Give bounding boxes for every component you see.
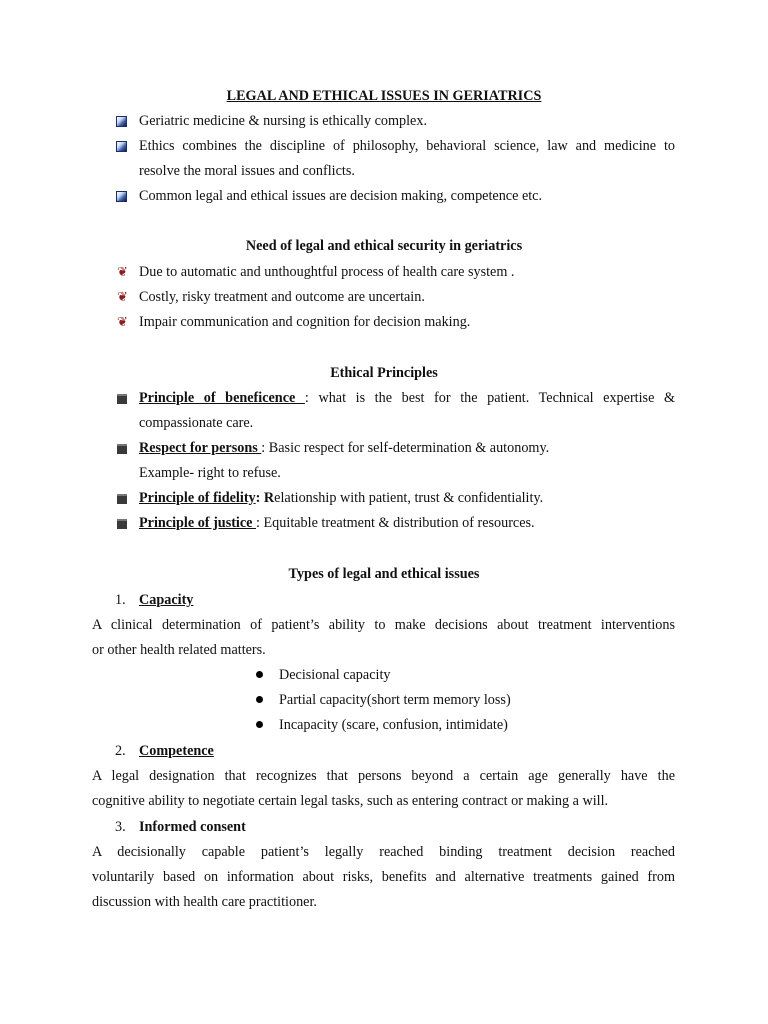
need-bullet-2: Costly, risky treatment and outcome are uncertain. [139,289,425,305]
competence-number: 2. [115,743,126,759]
block-bullet-icon [117,519,127,529]
principle-label: Principle of beneficence [139,390,305,406]
principle-justice [139,514,535,532]
competence-text-2: cognitive ability to negotiate certain legal tasks, such as entering contract or making a will. [92,793,609,809]
intro-bullet-2-cont: resolve the moral issues and conflicts. [139,163,355,179]
principle-beneficence [139,389,675,407]
consent-text-2: voluntarily based on information about risks, benefits and alternative treatments gained from [92,869,675,885]
capacity-sub-2: Partial capacity(short term memory loss) [279,692,511,708]
dot-bullet-icon [256,671,263,678]
principle-text: : what is the best for the patient. Technical expertise & [304,390,675,406]
principle-respect [139,439,549,457]
consent-text-3: discussion with health care practitioner. [92,894,317,910]
flower-bullet-icon: ❦ [117,289,128,304]
intro-bullet-1: Geriatric medicine & nursing is ethically complex. [139,113,427,129]
intro-bullet-2: Ethics combines the discipline of philosophy, behavioral science, law and medicine to [139,138,675,154]
competence-text-1: A legal designation that recognizes that persons beyond a certain age generally have the [92,768,675,784]
flower-bullet-icon: ❦ [117,314,128,329]
capacity-text-1: A clinical determination of patient’s ability to make decisions about treatment interventions [92,617,675,633]
flower-bullet-icon: ❦ [117,264,128,279]
principle-colon: : R [255,490,275,506]
competence-heading: Competence [139,743,214,759]
square-bullet-icon [116,191,127,202]
square-bullet-icon [116,116,127,127]
capacity-heading: Capacity [139,592,194,608]
dot-bullet-icon [256,696,263,703]
principle-text: : Basic respect for self-determination & autonomy. [261,440,550,456]
principles-heading: Ethical Principles [330,365,438,381]
consent-text-1: A decisionally capable patient’s legally reached binding treatment decision reached [92,844,675,860]
principle-label: Principle of fidelity [139,490,256,506]
principle-label: Principle of justice [139,515,257,531]
principle-fidelity [139,489,543,507]
need-bullet-1: Due to automatic and unthoughtful process of health care system . [139,264,515,280]
principle-text: : Equitable treatment & distribution of resources. [256,515,535,531]
consent-heading: Informed consent [139,819,246,835]
capacity-sub-1: Decisional capacity [279,667,391,683]
principle-label: Respect for persons [139,440,262,456]
capacity-sub-3: Incapacity (scare, confusion, intimidate) [279,717,508,733]
document-title: LEGAL AND ETHICAL ISSUES IN GERIATRICS [226,88,542,104]
capacity-text-2: or other health related matters. [92,642,266,658]
square-bullet-icon [116,141,127,152]
block-bullet-icon [117,494,127,504]
principle-text: elationship with patient, trust & confidentiality. [274,490,544,506]
principle-respect-cont: Example- right to refuse. [139,465,281,481]
intro-bullet-3: Common legal and ethical issues are decision making, competence etc. [139,188,543,204]
need-heading: Need of legal and ethical security in geriatrics [245,238,523,254]
types-heading: Types of legal and ethical issues [288,566,480,582]
block-bullet-icon [117,394,127,404]
consent-number: 3. [115,819,126,835]
need-bullet-3: Impair communication and cognition for decision making. [139,314,471,330]
block-bullet-icon [117,444,127,454]
dot-bullet-icon [256,721,263,728]
principle-beneficence-cont: compassionate care. [139,415,254,431]
capacity-number: 1. [115,592,126,608]
